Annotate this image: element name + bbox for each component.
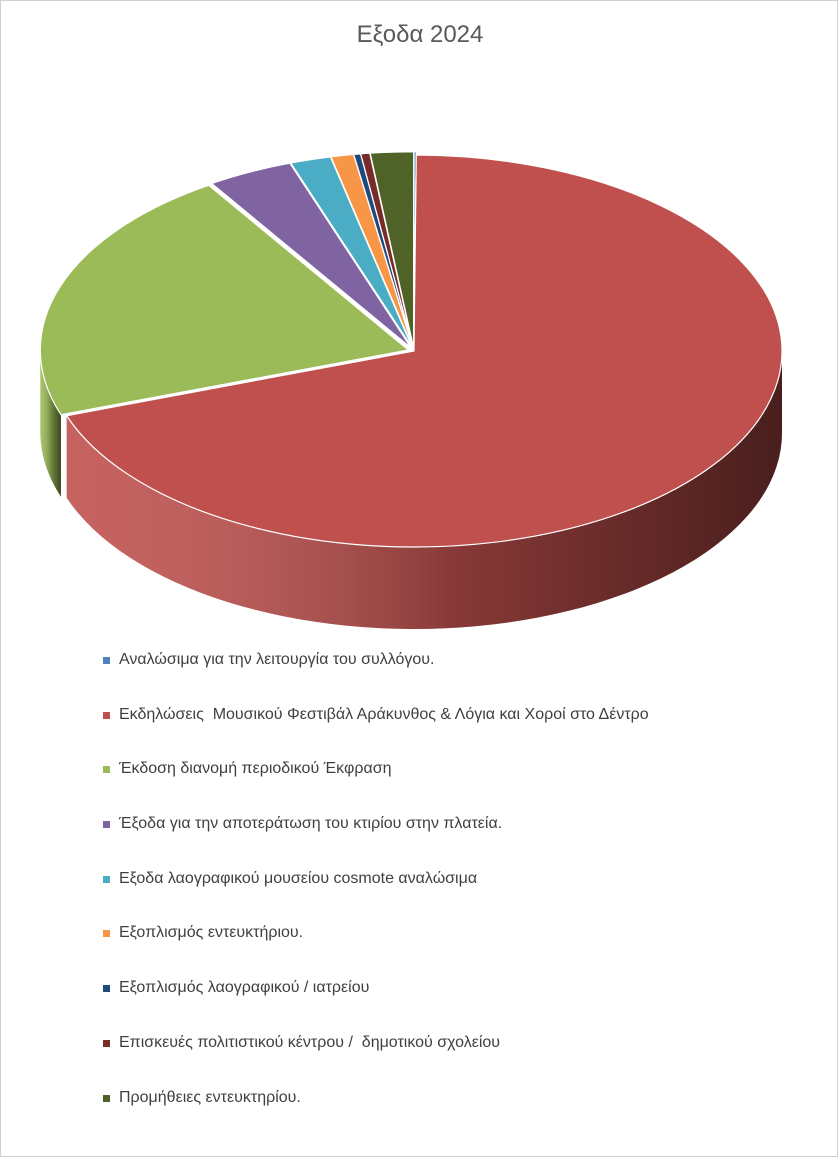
legend-label: Έξοδα για την αποτεράτωση του κτιρίου στην πλατεία.: [119, 815, 503, 833]
legend-swatch: [103, 766, 110, 773]
legend-label: Εκδηλώσεις Μουσικού Φεστιβάλ Αράκυνθος & Λόγια και Χοροί στο Δέντρο: [119, 705, 649, 723]
legend-label: Επισκευές πολιτιστικού κέντρου / δημοτικού σχολείου: [119, 1033, 501, 1051]
legend-swatch: [103, 985, 110, 992]
legend-swatch: [103, 876, 110, 883]
legend-swatch: [103, 930, 110, 937]
pie-chart: [1, 1, 838, 641]
legend-label: Προμήθειες εντευκτηρίου.: [119, 1088, 301, 1106]
pie-tops: [40, 152, 782, 547]
chart-title: Εξοδα 2024: [356, 21, 484, 48]
legend-label: Εξοπλισμός εντευκτήριου.: [119, 924, 304, 942]
legend-label: Εξοπλισμός λαογραφικού / ιατρείου: [119, 979, 370, 997]
legend-swatch: [103, 1095, 110, 1102]
legend-swatch: [103, 712, 110, 719]
legend-swatch: [103, 1040, 110, 1047]
legend-label: Έκδοση διανομή περιοδικού Έκφραση: [119, 760, 392, 778]
legend-swatch: [103, 657, 110, 664]
legend-label: Αναλώσιμα για την λειτουργία του συλλόγου.: [119, 651, 435, 668]
legend-label: Εξοδα λαογραφικού μουσείου cosmote αναλώσιμα: [119, 869, 478, 887]
legend-swatch: [103, 821, 110, 828]
